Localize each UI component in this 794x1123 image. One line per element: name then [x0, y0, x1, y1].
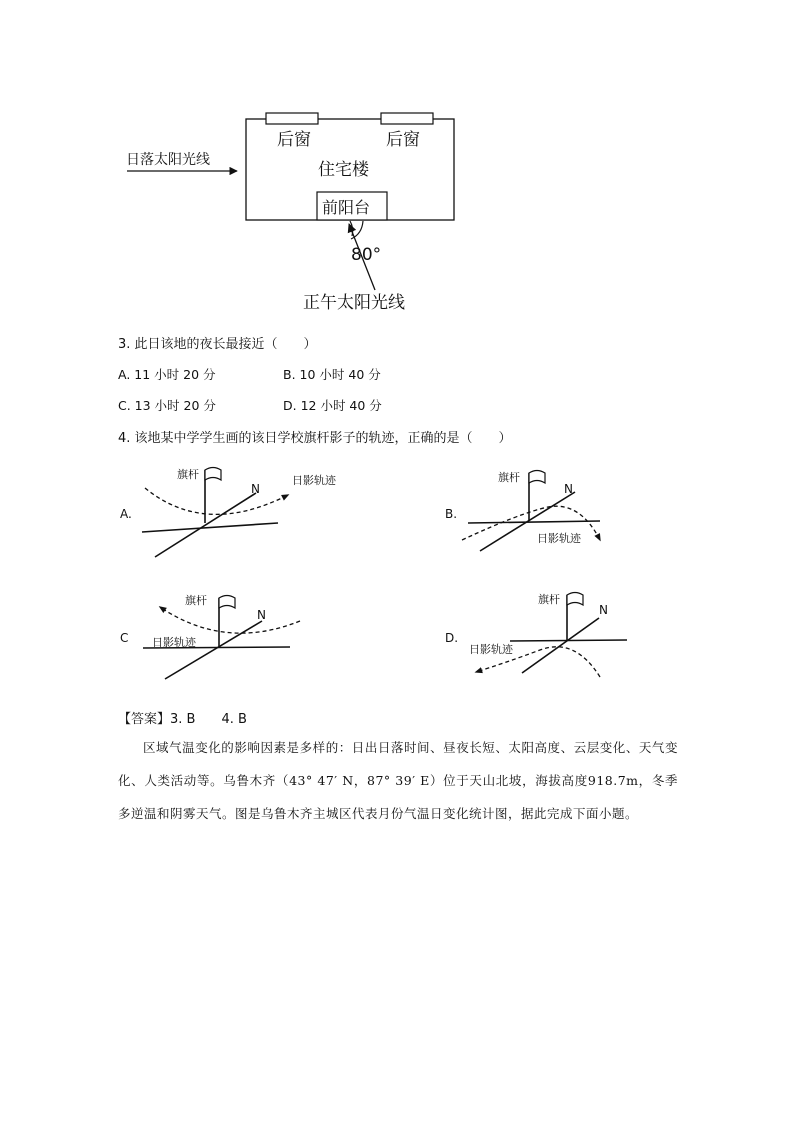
diagram-a: [120, 467, 337, 557]
flag-icon: [529, 471, 545, 484]
diagram-a-letter: A.: [120, 507, 132, 521]
q3-option-a[interactable]: A. 11 小时 20 分: [118, 367, 216, 382]
diagram-b: [445, 470, 600, 551]
noon-label: 正午太阳光线: [303, 293, 405, 313]
diagram-c: [120, 593, 300, 679]
diagram-c-flag-label: 旗杆: [185, 594, 207, 607]
diagram-c-letter: C: [120, 631, 129, 645]
flag-icon: [205, 468, 221, 481]
rear-window-right: [381, 113, 433, 124]
q3-stem: 3. 此日该地的夜长最接近（ ）: [118, 337, 317, 352]
answer-text: 3. B 4. B: [170, 712, 247, 727]
diagram-d-shadow-label: 日影轨迹: [469, 643, 513, 656]
answer-label: 【答案】: [118, 712, 171, 727]
diagram-d: [445, 592, 627, 677]
shadow-diagrams: [0, 455, 794, 700]
diagram-a-flag-label: 旗杆: [177, 468, 199, 481]
diagram-c-north: N: [257, 608, 266, 622]
window-right-label: 后窗: [386, 130, 420, 150]
building-label: 住宅楼: [318, 160, 369, 180]
diagram-b-shadow-label: 日影轨迹: [537, 532, 581, 545]
window-left-label: 后窗: [277, 130, 311, 150]
sunset-label: 日落太阳光线: [126, 152, 210, 168]
diagram-d-north: N: [599, 603, 608, 617]
answer-line: [118, 708, 247, 727]
diagram-b-letter: B.: [445, 507, 458, 521]
balcony-label: 前阳台: [322, 198, 371, 217]
q4-stem: 4. 该地某中学学生画的该日学校旗杆影子的轨迹，正确的是（ ）: [118, 431, 512, 446]
flag-icon: [567, 593, 583, 606]
q3-option-c[interactable]: C. 13 小时 20 分: [118, 398, 216, 413]
rear-window-left: [266, 113, 318, 124]
diagram-d-flag-label: 旗杆: [538, 593, 560, 606]
building-diagram: [0, 0, 794, 330]
flag-icon: [219, 596, 235, 609]
q3-option-d[interactable]: D. 12 小时 40 分: [283, 398, 382, 413]
diagram-a-north: N: [251, 482, 260, 496]
passage: 区域气温变化的影响因素是多样的：日出日落时间、昼夜长短、太阳高度、云层变化、天气变化、人类活动等。乌鲁木齐（43° 47′ N，87° 39′ E）位于天山北坡，海拔高度918.7m，冬季多逆温和阴雾天气。图是乌鲁木齐主城区代表月份气温日变化统计图，据此完成下面小题。: [118, 740, 678, 821]
angle-label: 80°: [351, 245, 382, 265]
diagram-c-shadow-label: 日影轨迹: [152, 636, 196, 649]
diagram-b-flag-label: 旗杆: [498, 471, 520, 484]
q3-option-b[interactable]: B. 10 小时 40 分: [283, 367, 381, 382]
diagram-b-north: N: [564, 482, 573, 496]
diagram-d-letter: D.: [445, 631, 459, 645]
diagram-a-shadow-label: 日影轨迹: [292, 474, 336, 487]
